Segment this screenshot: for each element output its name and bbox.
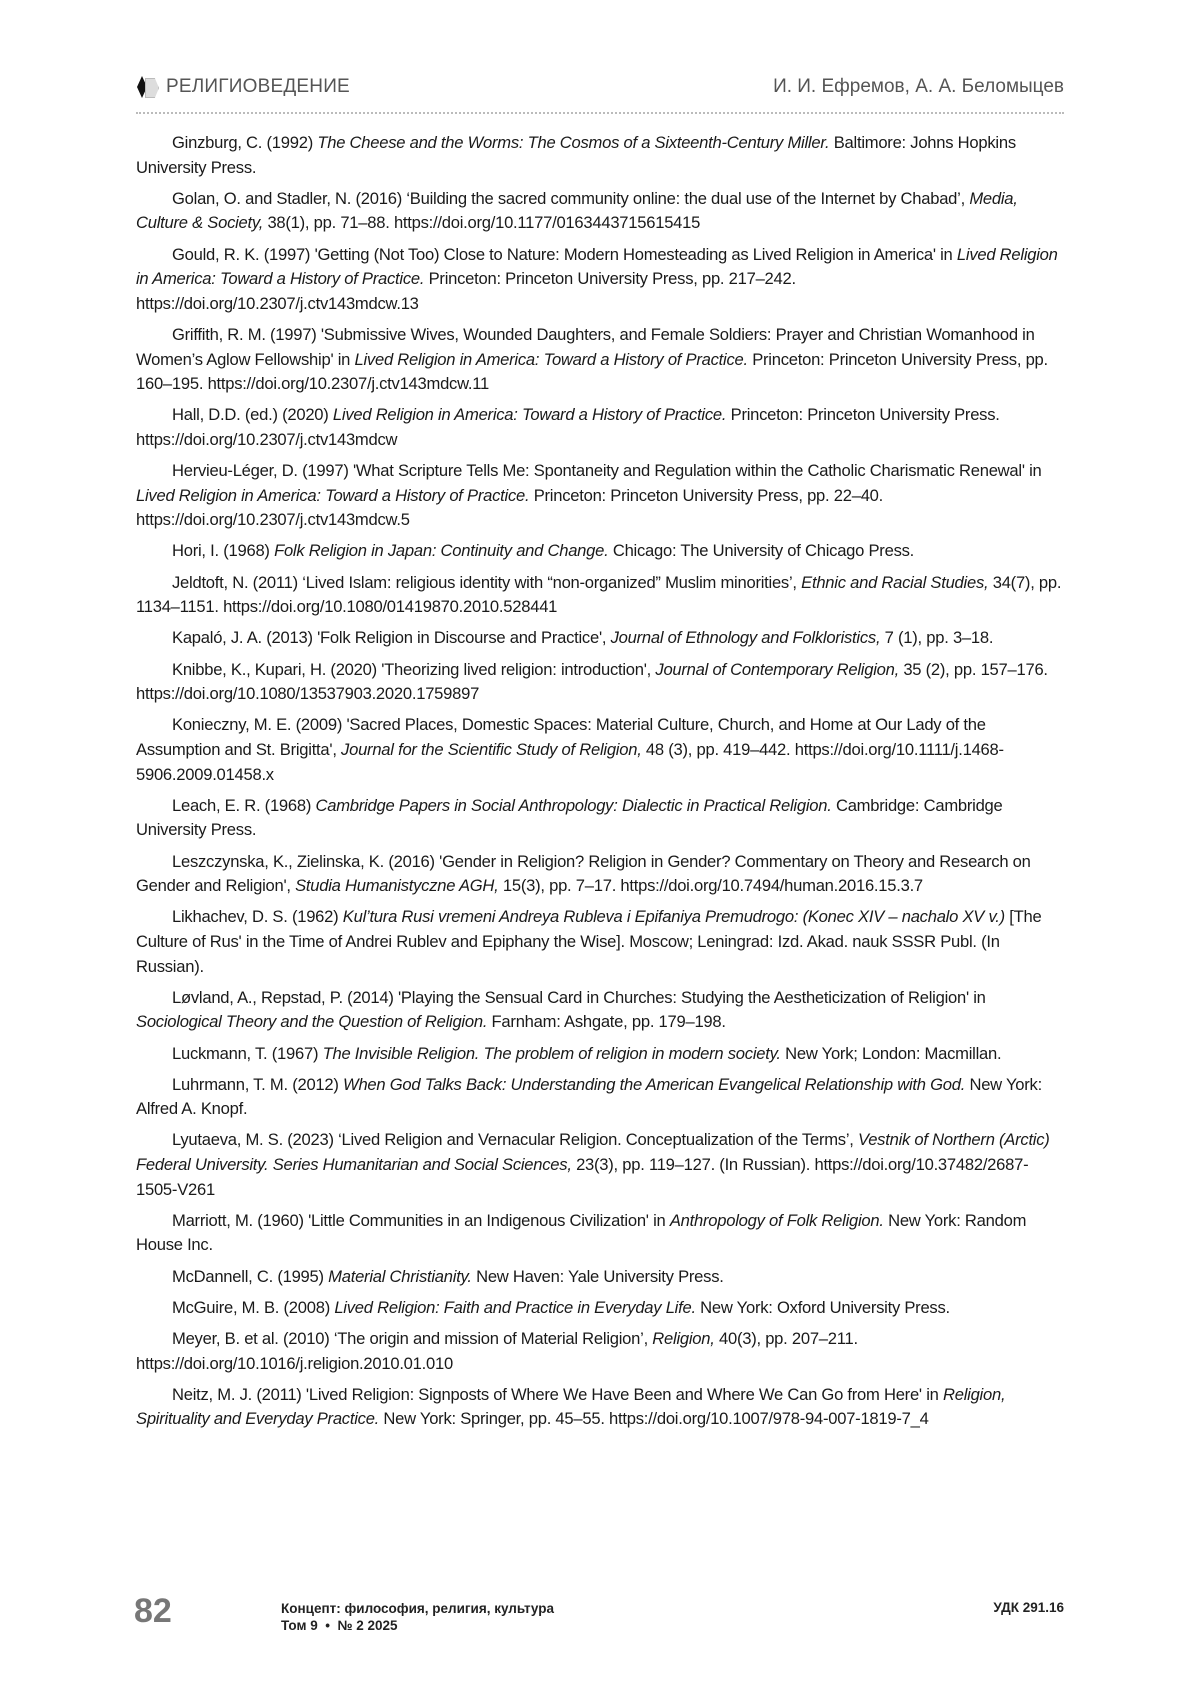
reference-text: 38(1), pp. 71–88. https://doi.org/10.1177/0163443715615415 — [263, 213, 701, 233]
reference-text: New York: Springer, pp. 45–55. https://doi.org/10.1007/978-94-007-1819-7_4 — [379, 1409, 929, 1429]
reference-text: Leach, E. R. (1968) — [172, 795, 316, 815]
reference-entry — [136, 986, 1062, 1035]
reference-text: Princeton: Princeton University Press. https://doi.org/10.2307/j.ctv143mdcw — [136, 405, 1000, 449]
reference-entry — [136, 1128, 1062, 1202]
reference-entry — [136, 459, 1062, 533]
reference-entry — [136, 243, 1062, 317]
reference-entry — [136, 1265, 1062, 1290]
reference-source-title: Religion, — [652, 1329, 715, 1348]
reference-entry — [136, 713, 1062, 787]
reference-text: 40(3), pp. 207–211. https://doi.org/10.1016/j.religion.2010.01.010 — [136, 1329, 858, 1373]
reference-entry — [136, 403, 1062, 452]
reference-source-title: Lived Religion in America: Toward a History of Practice. — [136, 244, 1058, 289]
authors: И. И. Ефремов, А. А. Беломыцев — [773, 76, 1064, 97]
reference-text: New York: Oxford University Press. — [695, 1297, 950, 1317]
journal-info — [281, 1600, 554, 1634]
udk-code: УДК 291.16 — [993, 1600, 1064, 1615]
reference-source-title: Lived Religion in America: Toward a History of Practice. — [136, 485, 530, 505]
reference-text: 48 (3), pp. 419–442. https://doi.org/10.1111/j.1468-5906.2009.01458.x — [136, 740, 1004, 784]
reference-source-title: Religion, Spirituality and Everyday Practice. — [136, 1384, 1006, 1429]
reference-text: Knibbe, K., Kupari, H. (2020) 'Theorizing lived religion: introduction', — [172, 659, 656, 679]
header-divider — [136, 112, 1064, 114]
page-number: 82 — [134, 1592, 172, 1630]
reference-text: Princeton: Princeton University Press, pp. 22–40. https://doi.org/10.2307/j.ctv143mdcw.5 — [136, 485, 884, 530]
reference-text: New York: Random House Inc. — [136, 1210, 1027, 1255]
reference-source-title: Kul’tura Rusi vremeni Andreya Rubleva i Epifaniya Premudrogo: (Konec XIV – nachalo XV v.) — [342, 907, 1005, 927]
journal-logo-icon — [136, 76, 158, 98]
reference-text: Likhachev, D. S. (1962) — [172, 907, 343, 927]
reference-source-title: Folk Religion in Japan: Continuity and Change. — [274, 541, 609, 561]
reference-source-title: Journal for the Scientific Study of Religion, — [341, 740, 642, 759]
reference-entry — [136, 539, 1062, 564]
reference-text: McGuire, M. B. (2008) — [172, 1297, 335, 1317]
section-label — [136, 76, 350, 98]
reference-text: Princeton: Princeton University Press, pp. 217–242. https://doi.org/10.2307/j.ctv143mdcw.13 — [136, 269, 796, 313]
reference-text: Gould, R. K. (1997) 'Getting (Not Too) Close to Nature: Modern Homesteading as Lived Religion in America' in — [172, 244, 957, 264]
reference-entry — [136, 1296, 1062, 1321]
section-title: РЕЛИГИОВЕДЕНИЕ — [166, 76, 350, 97]
journal-title: Концепт: философия, религия, культура — [281, 1601, 555, 1616]
reference-text: Ginzburg, C. (1992) — [172, 133, 318, 152]
reference-source-title: Material Christianity. — [328, 1266, 472, 1286]
reference-text: Kapaló, J. A. (2013) 'Folk Religion in Discourse and Practice', — [172, 628, 611, 648]
reference-text: Golan, O. and Stadler, N. (2016) ‘Building the sacred community online: the dual use of the Internet by Chabad’, — [172, 188, 970, 208]
reference-text: Hall, D.D. (ed.) (2020) — [172, 405, 333, 425]
reference-text: Leszczynska, K., Zielinska, K. (2016) 'Gender in Religion? Religion in Gender? Commentary on Theory and Research on Gender and Religion', — [136, 851, 1031, 896]
reference-entry — [136, 1383, 1062, 1432]
reference-text: Cambridge: Cambridge University Press. — [136, 795, 1003, 840]
reference-source-title: Lived Religion in America: Toward a History of Practice. — [354, 349, 748, 369]
reference-text: Marriott, M. (1960) 'Little Communities in an Indigenous Civilization' in — [172, 1210, 670, 1230]
reference-entry — [136, 131, 1062, 180]
reference-text: [The Culture of Rus' in the Time of Andrei Rublev and Epiphany the Wise]. Moscow; Leningrad: Izd. Akad. nauk SSSR Publ. (In Russian). — [136, 907, 1042, 976]
reference-text: Jeldtoft, N. (2011) ‘Lived Islam: religious identity with “non-organized” Muslim minorities’, — [172, 572, 802, 592]
reference-source-title: Studia Humanistyczne AGH, — [295, 876, 499, 896]
reference-text: Luckmann, T. (1967) — [172, 1043, 323, 1063]
reference-source-title: Lived Religion in America: Toward a History of Practice. — [332, 405, 727, 425]
reference-source-title: Ethnic and Racial Studies, — [801, 572, 989, 592]
reference-text: Hervieu-Léger, D. (1997) 'What Scripture Tells Me: Spontaneity and Regulation within the Catholic Charismatic Renewal' in — [172, 461, 1042, 481]
reference-text: Lyutaeva, M. S. (2023) ‘Lived Religion and Vernacular Religion. Conceptualization of the Terms’, — [172, 1130, 858, 1150]
reference-text: 23(3), pp. 119–127. (In Russian). https://doi.org/10.37482/2687-1505-V261 — [136, 1155, 1029, 1199]
reference-text: 15(3), pp. 7–17. https://doi.org/10.7494/human.2016.15.3.7 — [498, 876, 923, 896]
reference-entry — [136, 1042, 1062, 1067]
reference-source-title: Cambridge Papers in Social Anthropology: Dialectic in Practical Religion. — [315, 795, 832, 815]
reference-source-title: The Cheese and the Worms: The Cosmos of a Sixteenth-Century Miller. — [317, 133, 830, 152]
reference-source-title: Journal of Contemporary Religion, — [655, 659, 899, 679]
journal-issue: Том 9 • № 2 2025 — [281, 1618, 398, 1633]
reference-text: 7 (1), pp. 3–18. — [880, 628, 994, 648]
reference-entry — [136, 626, 1062, 651]
reference-entry — [136, 658, 1062, 707]
reference-text: Princeton: Princeton University Press, pp. 160–195. https://doi.org/10.2307/j.ctv143mdcw.11 — [136, 349, 1048, 394]
reference-entry — [136, 323, 1062, 397]
reference-source-title: Media, Culture & Society, — [136, 188, 1018, 233]
reference-text: Farnham: Ashgate, pp. 179–198. — [487, 1012, 726, 1032]
reference-text: New Haven: Yale University Press. — [471, 1266, 724, 1286]
reference-text: Griffith, R. M. (1997) 'Submissive Wives, Wounded Daughters, and Female Soldiers: Prayer and Christian Womanhood in Women’s Aglow Fellowship' in — [136, 324, 1035, 369]
reference-text: Meyer, B. et al. (2010) ‘The origin and mission of Material Religion’, — [172, 1329, 653, 1348]
reference-source-title: Journal of Ethnology and Folkloristics, — [610, 628, 881, 648]
reference-entry — [136, 187, 1062, 236]
reference-entry — [136, 1073, 1062, 1122]
reference-text: Løvland, A., Repstad, P. (2014) 'Playing the Sensual Card in Churches: Studying the Aestheticization of Religion' in — [172, 987, 986, 1007]
reference-text: Chicago: The University of Chicago Press. — [608, 541, 915, 561]
reference-text: Baltimore: Johns Hopkins University Press. — [136, 133, 1016, 177]
reference-source-title: Lived Religion: Faith and Practice in Everyday Life. — [334, 1297, 696, 1317]
reference-text: New York; London: Macmillan. — [780, 1043, 1002, 1063]
reference-source-title: When God Talks Back: Understanding the American Evangelical Relationship with God. — [343, 1074, 966, 1094]
reference-entry — [136, 850, 1062, 899]
reference-entry — [136, 905, 1062, 979]
reference-source-title: Anthropology of Folk Religion. — [669, 1210, 884, 1230]
reference-text: Konieczny, M. E. (2009) 'Sacred Places, Domestic Spaces: Material Culture, Church, and Home at Our Lady of the Assumption and St. Brigitta', — [136, 715, 986, 759]
running-header — [136, 74, 1064, 100]
reference-text: New York: Alfred A. Knopf. — [136, 1074, 1042, 1119]
reference-source-title: The Invisible Religion. The problem of religion in modern society. — [322, 1043, 781, 1063]
reference-text: Hori, I. (1968) — [172, 541, 275, 561]
reference-source-title: Sociological Theory and the Question of Religion. — [136, 1012, 488, 1032]
reference-text: 35 (2), pp. 157–176. https://doi.org/10.1080/13537903.2020.1759897 — [136, 659, 1048, 704]
reference-text: McDannell, C. (1995) — [172, 1266, 329, 1286]
reference-source-title: Vestnik of Northern (Arctic) Federal University. Series Humanitarian and Social Sciences, — [136, 1130, 1050, 1175]
reference-list — [136, 131, 1062, 1439]
reference-entry — [136, 1327, 1062, 1376]
reference-text: Luhrmann, T. M. (2012) — [172, 1074, 344, 1094]
reference-text: Neitz, M. J. (2011) 'Lived Religion: Signposts of Where We Have Been and Where We Can Go from Here' in — [172, 1384, 943, 1404]
reference-text: 34(7), pp. 1134–1151. https://doi.org/10.1080/01419870.2010.528441 — [136, 572, 1062, 617]
reference-entry — [136, 794, 1062, 843]
reference-entry — [136, 1209, 1062, 1258]
reference-entry — [136, 571, 1062, 620]
